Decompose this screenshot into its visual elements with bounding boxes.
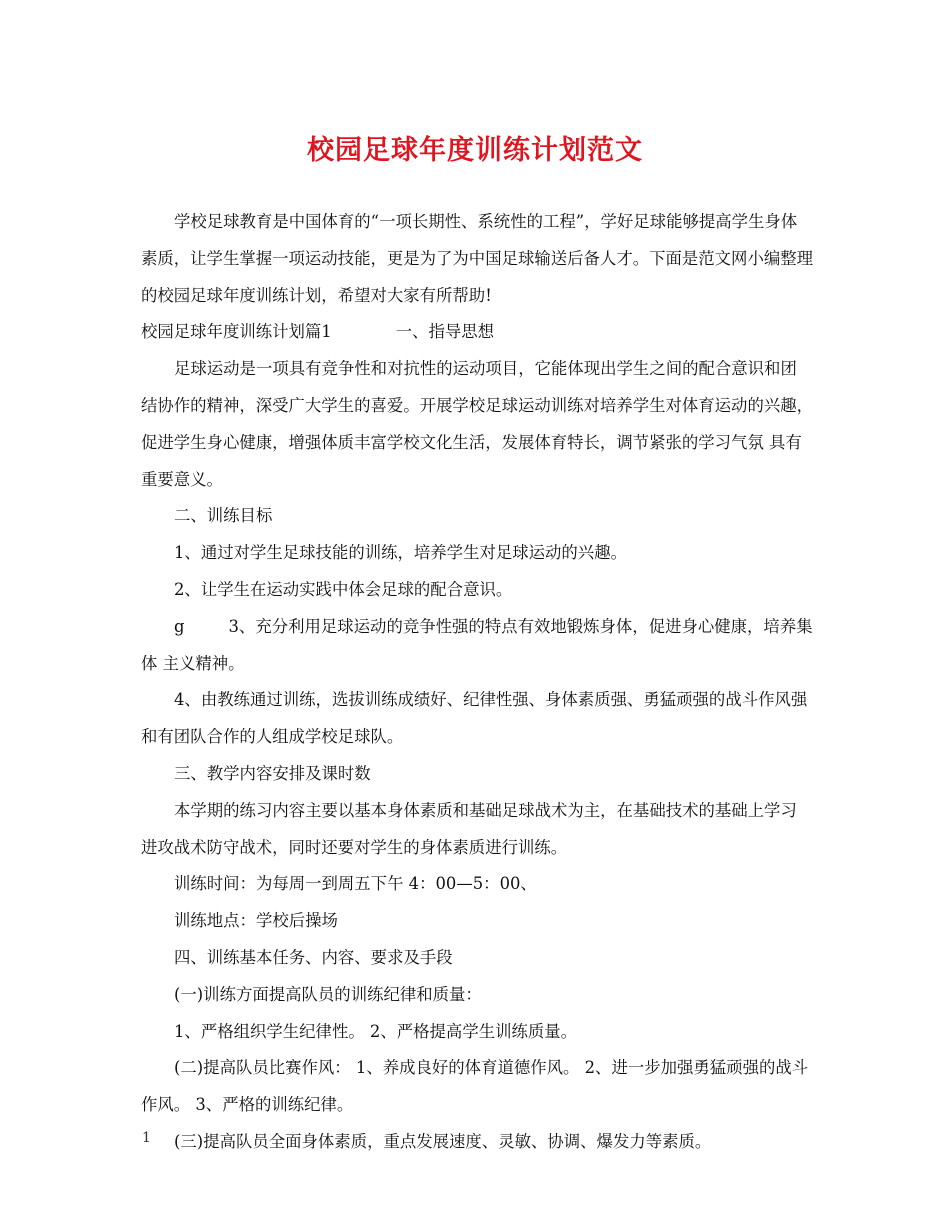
article-heading: 校园足球年度训练计划篇1 bbox=[141, 322, 332, 342]
task1-paragraph: 1、严格组织学生纪律性。 2、严格提高学生训练质量。 bbox=[174, 1021, 578, 1041]
goal-item-3-text: 3、充分利用足球运动的竞争性强的特点有效地锻炼身体，促进身心健康，培养集体 主义精神。 bbox=[141, 616, 813, 673]
task1-heading: (一)训练方面提高队员的训练纪律和质量： bbox=[174, 984, 482, 1004]
goal-item-1: 1、通过对学生足球技能的训练，培养学生对足球运动的兴趣。 bbox=[174, 543, 627, 563]
document-body bbox=[141, 204, 813, 1161]
goal-item-2: 2、让学生在运动实践中体会足球的配合意识。 bbox=[174, 579, 513, 599]
training-time: 训练时间：为每周一到周五下午 4：00—5：00、 bbox=[174, 874, 537, 894]
goal-item-4: 4、由教练通过训练，选拔训练成绩好、纪律性强、身体素质强、勇猛顽强的战斗作风强和有团队合作的人组成学校足球队。 bbox=[141, 690, 808, 747]
section2-heading: 二、训练目标 bbox=[174, 506, 273, 526]
document-title: 校园足球年度训练计划范文 bbox=[307, 135, 643, 166]
section3-paragraph: 本学期的练习内容主要以基本身体素质和基础足球战术为主，在基础技术的基础上学习进攻战术防守战术，同时还要对学生的身体素质进行训练。 bbox=[141, 800, 797, 857]
article-heading-line bbox=[141, 314, 813, 351]
intro-paragraph: 学校足球教育是中国体育的“一项长期性、系统性的工程”，学好足球能够提高学生身体素质，让学生掌握一项运动技能，更是为了为中国足球输送后备人才。下面是范文网小编整理的校园足球年度训练计划，希望对大家有所帮助! bbox=[141, 212, 814, 305]
section3-heading: 三、教学内容安排及课时数 bbox=[174, 763, 371, 783]
goal-item-3 bbox=[141, 609, 813, 683]
section1-paragraph: 足球运动是一项具有竞争性和对抗性的运动项目，它能体现出学生之间的配合意识和团结协作的精神，深受广大学生的喜爱。开展学校足球运动训练对培养学生对体育运动的兴趣，促进学生身心健康，增强体质丰富学校文化生活，发展体育特长，调节紧张的学习气氛 具有重要意义。 bbox=[141, 359, 814, 489]
section1-heading: 一、指导思想 bbox=[395, 322, 495, 342]
goal-item-3-prefix: g bbox=[174, 616, 185, 636]
task3-paragraph: (三)提高队员全面身体素质，重点发展速度、灵敏、协调、爆发力等素质。 bbox=[174, 1131, 712, 1151]
training-place: 训练地点：学校后操场 bbox=[174, 911, 338, 931]
page-number: 1 bbox=[142, 1130, 151, 1146]
task2-paragraph: (二)提高队员比赛作风： 1、养成良好的体育道德作风。 2、进一步加强勇猛顽强的战斗作风。 3、严格的训练纪律。 bbox=[141, 1058, 809, 1115]
section4-heading: 四、训练基本任务、内容、要求及手段 bbox=[174, 947, 453, 967]
